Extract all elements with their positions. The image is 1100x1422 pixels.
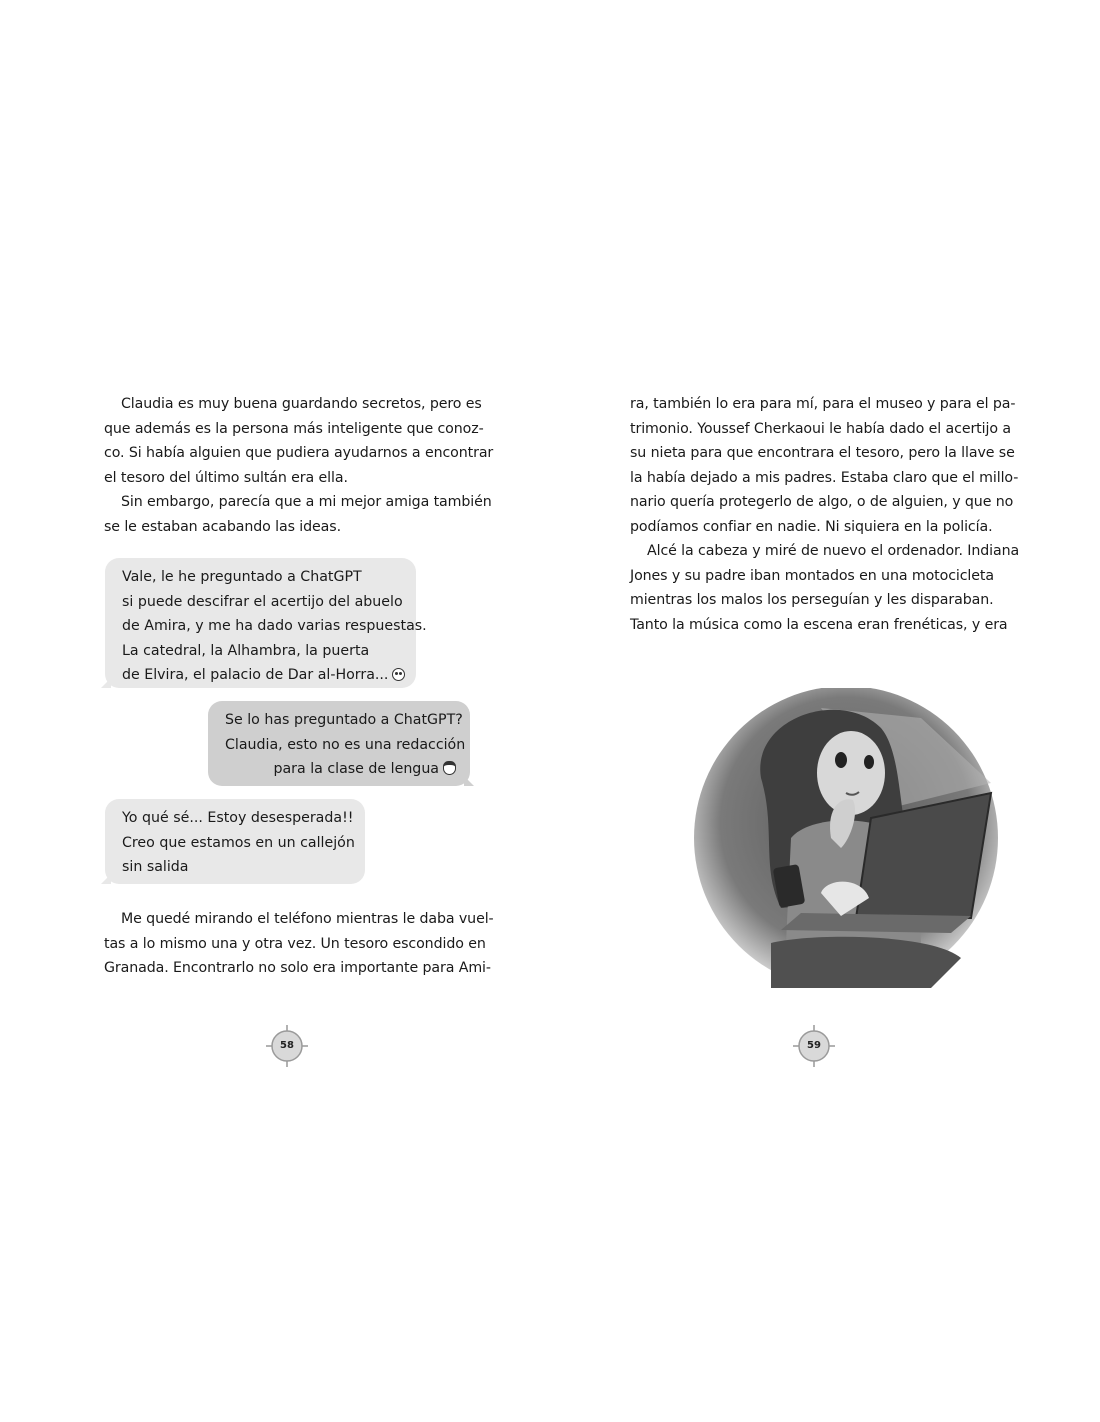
chat-line-last <box>225 757 456 782</box>
chat-bubble-received <box>105 558 427 688</box>
chat-line: Claudia, esto no es una redacción <box>225 736 466 753</box>
text-line: tas a lo mismo una y otra vez. Un tesoro escondido en <box>104 935 486 952</box>
paragraph-staring-phone <box>104 907 494 981</box>
text-line: Tanto la música como la escena eran frenéticas, y era <box>630 616 1008 633</box>
text-line: se le estaban acabando las ideas. <box>104 518 341 535</box>
text-line: trimonio. Youssef Cherkaoui le había dado el acertijo a <box>630 420 1011 437</box>
paragraph-out-of-ideas <box>104 490 492 539</box>
page-number-badge <box>266 1025 308 1067</box>
text-line: el tesoro del último sultán era ella. <box>104 469 348 486</box>
text-line: mientras los malos los perseguían y les disparaban. <box>630 592 994 608</box>
chat-line: sin salida <box>122 859 189 875</box>
text-line: Claudia es muy buena guardando secretos, pero es <box>121 396 482 412</box>
page-number: 58 <box>280 1040 294 1051</box>
laptop-base <box>781 913 971 933</box>
chat-line: de Amira, y me ha dado varias respuestas. <box>122 618 427 634</box>
text-line: la había dejado a mis padres. Estaba claro que el millo- <box>630 469 1019 486</box>
text-line: co. Si había alguien que pudiera ayudarnos a encontrar <box>104 445 494 461</box>
paragraph-protect-treasure <box>630 392 1019 539</box>
girl-with-laptop-illustration <box>691 688 1001 988</box>
chat-bubble-received <box>105 799 365 884</box>
bubble-tail <box>101 874 111 884</box>
page-number-badge <box>793 1025 835 1067</box>
chat-line-text: de Elvira, el palacio de Dar al-Horra... <box>122 667 389 683</box>
text-line: nario quería protegerlo de algo, o de alguien, y que no <box>630 494 1014 510</box>
chat-line: La catedral, la Alhambra, la puerta <box>122 642 370 659</box>
chat-bubble-sent <box>208 701 470 786</box>
chat-line-text: para la clase de lengua <box>273 761 439 777</box>
bubble-tail <box>101 678 111 688</box>
text-line: ra, también lo era para mí, para el museo y para el pa- <box>630 396 1016 412</box>
shocked-face-emoji <box>392 668 405 681</box>
bubble-tail <box>464 776 474 786</box>
chat-line: si puede descifrar el acertijo del abuelo <box>122 593 403 610</box>
text-line: que además es la persona más inteligente que conoz- <box>104 420 484 437</box>
paragraph-claudia-secrets <box>104 392 494 490</box>
text-line: podíamos confiar en nadie. Ni siquiera en la policía. <box>630 518 993 535</box>
text-line: Sin embargo, parecía que a mi mejor amiga también <box>121 494 492 510</box>
text-line: Granada. Encontrarlo no solo era importante para Ami- <box>104 960 491 976</box>
text-line: Jones y su padre iban montados en una motocicleta <box>630 567 994 584</box>
face-palm-emoji <box>443 761 456 775</box>
page-number: 59 <box>807 1040 821 1051</box>
paragraph-indiana-jones <box>630 539 1020 637</box>
chat-line-last <box>122 663 402 688</box>
text-line: su nieta para que encontrara el tesoro, pero la llave se <box>630 445 1015 461</box>
chat-line: Vale, le he preguntado a ChatGPT <box>122 569 362 585</box>
right-page <box>550 0 1100 1422</box>
chat-line: Se lo has preguntado a ChatGPT? <box>225 712 463 728</box>
text-line: Alcé la cabeza y miré de nuevo el ordenador. Indiana <box>647 543 1020 559</box>
text-line: Me quedé mirando el teléfono mientras le daba vuel- <box>121 911 494 927</box>
chat-line: Yo qué sé... Estoy desesperada!! <box>122 810 354 826</box>
chat-line: Creo que estamos en un callejón <box>122 834 355 851</box>
